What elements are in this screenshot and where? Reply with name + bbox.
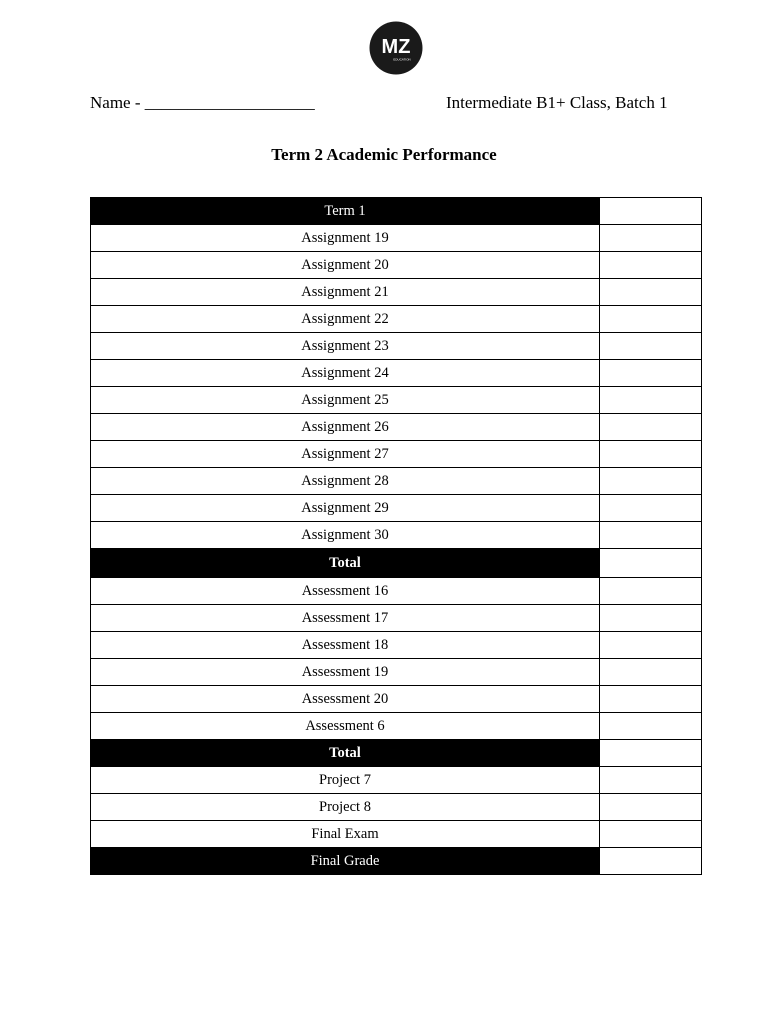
- score-cell[interactable]: [600, 767, 702, 794]
- table-row: [91, 522, 702, 549]
- table-row: [91, 468, 702, 495]
- score-cell[interactable]: [600, 495, 702, 522]
- table-row: [91, 659, 702, 686]
- score-cell[interactable]: [600, 632, 702, 659]
- row-label: Assignment 23: [91, 333, 600, 360]
- table-row: [91, 767, 702, 794]
- score-cell[interactable]: [600, 333, 702, 360]
- row-label: Assessment 16: [91, 578, 600, 605]
- score-cell[interactable]: [600, 441, 702, 468]
- score-cell[interactable]: [600, 306, 702, 333]
- score-cell[interactable]: [600, 686, 702, 713]
- row-label: Total: [91, 549, 600, 578]
- row-label: Assignment 19: [91, 225, 600, 252]
- table-row: [91, 605, 702, 632]
- row-label: Assignment 30: [91, 522, 600, 549]
- name-blank: ____________________: [144, 93, 315, 112]
- row-label: Final Exam: [91, 821, 600, 848]
- row-label: Term 1: [91, 198, 600, 225]
- table-row: [91, 740, 702, 767]
- score-cell[interactable]: [600, 549, 702, 578]
- table-row: [91, 360, 702, 387]
- table-row: [91, 279, 702, 306]
- score-cell[interactable]: [600, 414, 702, 441]
- row-label: Assessment 19: [91, 659, 600, 686]
- score-cell[interactable]: [600, 225, 702, 252]
- score-cell[interactable]: [600, 821, 702, 848]
- row-label: Assignment 28: [91, 468, 600, 495]
- table-row: [91, 333, 702, 360]
- score-cell[interactable]: [600, 578, 702, 605]
- row-label: Assignment 27: [91, 441, 600, 468]
- score-cell[interactable]: [600, 794, 702, 821]
- score-cell[interactable]: [600, 279, 702, 306]
- table-row: [91, 252, 702, 279]
- score-cell[interactable]: [600, 360, 702, 387]
- score-cell[interactable]: [600, 522, 702, 549]
- table-row: [91, 414, 702, 441]
- row-label: Project 8: [91, 794, 600, 821]
- table-row: [91, 794, 702, 821]
- row-label: Assessment 17: [91, 605, 600, 632]
- table-row: [91, 821, 702, 848]
- score-cell[interactable]: [600, 740, 702, 767]
- logo-subtext: EDUCATION: [393, 57, 411, 62]
- student-name-line: [90, 93, 315, 113]
- row-label: Project 7: [91, 767, 600, 794]
- grade-table-body: [91, 198, 702, 875]
- row-label: Assignment 29: [91, 495, 600, 522]
- score-cell[interactable]: [600, 468, 702, 495]
- grade-table: [90, 197, 702, 875]
- row-label: Total: [91, 740, 600, 767]
- table-row: [91, 686, 702, 713]
- row-label: Assessment 6: [91, 713, 600, 740]
- page-title: Term 2 Academic Performance: [271, 145, 497, 164]
- score-cell[interactable]: [600, 252, 702, 279]
- row-label: Final Grade: [91, 848, 600, 875]
- table-row: [91, 306, 702, 333]
- table-row: [91, 441, 702, 468]
- row-label: Assignment 24: [91, 360, 600, 387]
- score-cell[interactable]: [600, 659, 702, 686]
- table-row: [91, 495, 702, 522]
- row-label: Assignment 26: [91, 414, 600, 441]
- score-cell[interactable]: [600, 713, 702, 740]
- score-cell[interactable]: [600, 387, 702, 414]
- row-label: Assignment 20: [91, 252, 600, 279]
- row-label: Assignment 25: [91, 387, 600, 414]
- row-label: Assessment 18: [91, 632, 600, 659]
- brand-logo: [369, 21, 423, 75]
- class-info: Intermediate B1+ Class, Batch 1: [446, 93, 668, 112]
- score-cell[interactable]: [600, 605, 702, 632]
- table-row: [91, 632, 702, 659]
- score-cell[interactable]: [600, 848, 702, 875]
- row-label: Assignment 21: [91, 279, 600, 306]
- table-row: [91, 848, 702, 875]
- table-row: [91, 549, 702, 578]
- table-row: [91, 578, 702, 605]
- score-cell[interactable]: [600, 198, 702, 225]
- table-row: [91, 387, 702, 414]
- table-row: [91, 225, 702, 252]
- row-label: Assessment 20: [91, 686, 600, 713]
- table-row: [91, 713, 702, 740]
- logo-text: MZ: [381, 36, 411, 58]
- name-label: Name -: [90, 93, 145, 112]
- row-label: Assignment 22: [91, 306, 600, 333]
- table-row: [91, 198, 702, 225]
